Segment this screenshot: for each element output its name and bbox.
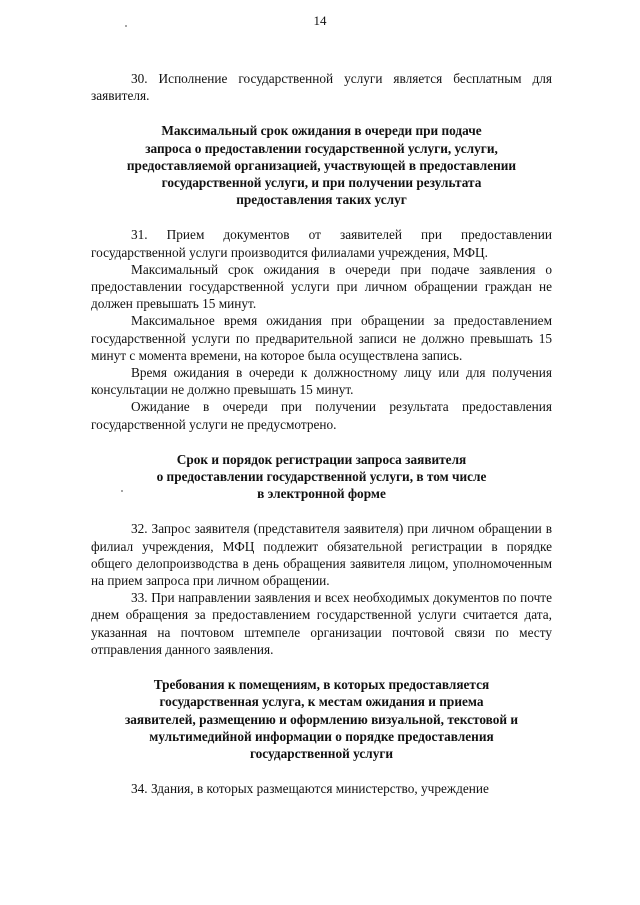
heading-line: Максимальный срок ожидания в очереди при подаче [161, 123, 482, 139]
heading-line: запроса о предоставлении государственной услуги, услуги, [145, 140, 498, 156]
paragraph-31-c: Максимальное время ожидания при обращении за предоставлением государственной услуги по предварительной записи не должно превышать 15 минут с момента времени, на которое была осуществлена запись. [91, 313, 552, 363]
paragraph-31-b: Максимальный срок ожидания в очереди при подаче заявления о предоставлении государственной услуги при личном обращении граждан не должен превышать 15 минут. [91, 261, 552, 312]
paragraph-33: 33. При направлении заявления и всех необходимых документов по почте днем обращения за предоставлением государственной услуги считается дата, указанная на почтовом штемпеле организации почтовой связи по месту отправления данного заявления. [91, 590, 552, 657]
paragraph-31-e: Ожидание в очереди при получении результата предоставления государственной услуги не предусмотрено. [91, 399, 552, 432]
heading-line: заявителей, размещению и оформлению визуальной, текстовой и [124, 711, 519, 727]
heading-premises [91, 676, 552, 762]
page-number: 14 [313, 13, 327, 28]
page-content [91, 70, 552, 797]
heading-line: Требования к помещениям, в которых предоставляется [153, 677, 490, 693]
scan-speck [125, 25, 127, 27]
heading-registration [91, 451, 552, 503]
heading-line: мультимедийной информации о порядке предоставления [149, 728, 494, 744]
heading-line: государственной услуги [249, 745, 394, 761]
heading-line: государственной услуги, и при получении результата [161, 175, 482, 191]
heading-line: Срок и порядок регистрации запроса заявителя [176, 451, 467, 467]
paragraph-30: 30. Исполнение государственной услуги является бесплатным для заявителя. [91, 71, 552, 104]
paragraph-34: 34. Здания, в которых размещаются министерство, учреждение [131, 781, 489, 797]
paragraph-32: 32. Запрос заявителя (представителя заявителя) при личном обращении в филиал учреждения, МФЦ подлежит обязательной регистрации в порядке общего делопроизводства в день обращения заявителя лицом, уполномоченным на прием запроса при личном обращении. [91, 521, 552, 589]
heading-line: предоставления таких услуг [236, 192, 407, 208]
heading-line: о предоставлении государственной услуги, в том числе [156, 469, 487, 485]
paragraph-31: 31. Прием документов от заявителей при предоставлении государственной услуги производится филиалами учреждения, МФЦ. [91, 227, 552, 260]
scan-speck [121, 490, 123, 492]
heading-line: в электронной форме [257, 486, 386, 502]
heading-line: государственная услуга, к местам ожидания и приема [159, 694, 484, 710]
paragraph-31-d: Время ожидания в очереди к должностному лицу или для получения консультации не должно превышать 15 минут. [91, 365, 552, 398]
heading-waiting-time [91, 122, 552, 208]
heading-line: предоставляемой организацией, участвующей в предоставлении [126, 157, 517, 173]
